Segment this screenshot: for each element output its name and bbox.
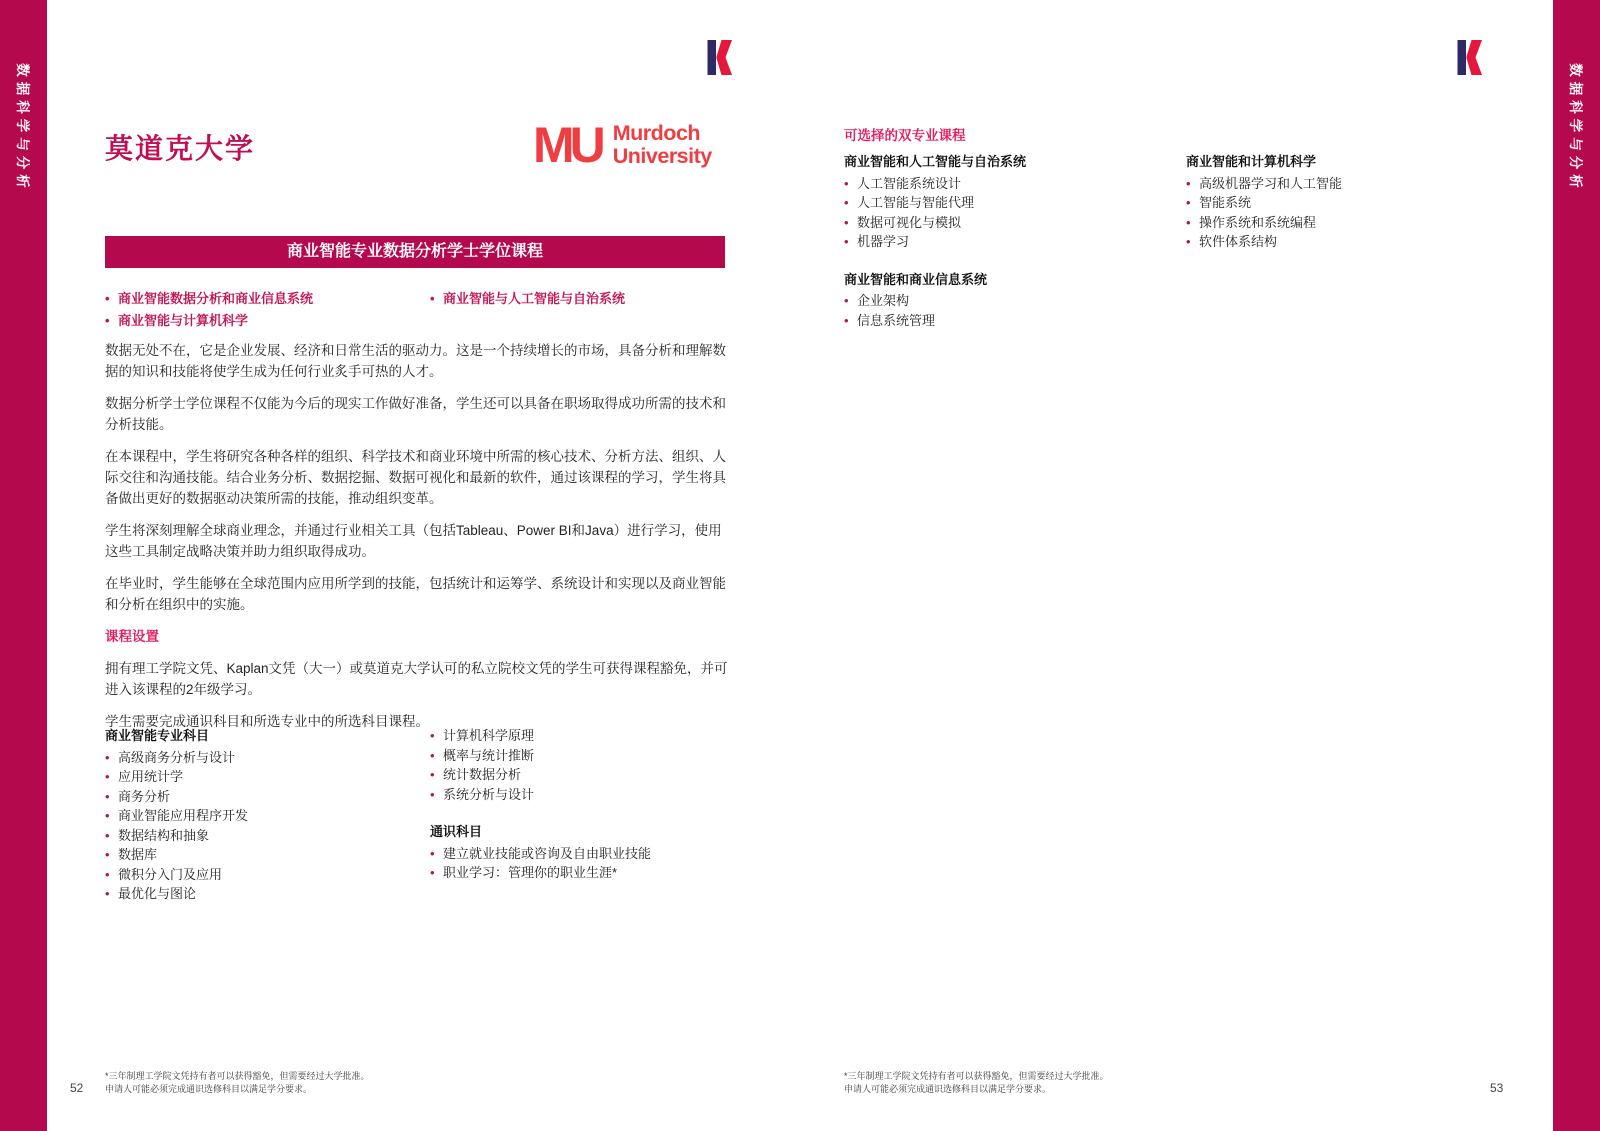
group-title: 商业智能和计算机科学 <box>1186 154 1317 169</box>
group-title: 商业智能和商业信息系统 <box>844 271 988 287</box>
bullet-item: • 人工智能与智能代理 <box>844 193 1174 213</box>
murdoch-university-logo-icon <box>533 117 712 173</box>
bullet-item: • 数据库 <box>105 845 420 865</box>
double-major-heading: 可选择的双专业课程 <box>844 128 966 143</box>
bullet-item: • 商业智能与人工智能与自治系统 <box>430 288 725 310</box>
bullet-item: • 商业智能数据分析和商业信息系统 <box>105 288 430 310</box>
subjects-column-1 <box>105 726 420 904</box>
bullet-item: • 软件体系结构 <box>1186 232 1506 252</box>
murdoch-monogram: MU <box>533 117 601 173</box>
bullet-item: • 人工智能系统设计 <box>844 174 1174 194</box>
murdoch-wordmark-line1: Murdoch <box>612 121 701 145</box>
bullet-item: • 职业学习：管理你的职业生涯* <box>430 863 730 883</box>
bullet-item: • 应用统计学 <box>105 767 420 787</box>
left-sidebar-label: 数据科学与分析 <box>15 63 30 193</box>
page-title: 莫道克大学 <box>105 133 256 164</box>
double-major-column-1 <box>844 152 1174 330</box>
bullet-item: • 系统分析与设计 <box>430 785 730 805</box>
kaplan-logo-icon <box>1456 40 1489 75</box>
bullet-item: • 商业智能与计算机科学 <box>105 310 430 332</box>
program-description <box>105 340 735 743</box>
group-title: 商业智能和人工智能与自治系统 <box>844 154 1027 169</box>
bullet-item: • 企业架构 <box>844 291 1174 311</box>
footnote-right <box>844 1070 1204 1096</box>
majors-list <box>105 288 725 332</box>
footnote-line: 申请人可能必须完成通识选修科目以满足学分要求。 <box>844 1084 1052 1094</box>
footnote-line: 申请人可能必须完成通识选修科目以满足学分要求。 <box>105 1084 313 1094</box>
bullet-item: • 建立就业技能或咨询及自由职业技能 <box>430 844 730 864</box>
footnote-line: *三年制理工学院文凭持有者可以获得豁免，但需要经过大学批准。 <box>844 1071 1109 1081</box>
bullet-item: • 数据结构和抽象 <box>105 826 420 846</box>
spacer <box>430 804 730 822</box>
bullet-item: • 概率与统计推断 <box>430 746 730 766</box>
bullet-item: • 智能系统 <box>1186 193 1506 213</box>
bullet-item: • 计算机科学原理 <box>430 726 730 746</box>
murdoch-wordmark <box>613 122 712 168</box>
subjects-heading: 商业智能专业科目 <box>105 728 210 743</box>
double-major-column-2 <box>1186 152 1506 252</box>
bullet-item: • 信息系统管理 <box>844 311 1174 331</box>
paragraph: 数据分析学士学位课程不仅能为今后的现实工作做好准备，学生还可以具备在职场取得成功所需的技术和分析技能。 <box>105 396 726 432</box>
bullet-item: • 统计数据分析 <box>430 765 730 785</box>
bullet-item: • 商务分析 <box>105 787 420 807</box>
majors-column-2 <box>430 288 725 332</box>
subjects-column-2 <box>430 726 730 883</box>
paragraph: 拥有理工学院文凭、Kaplan文凭（大一）或莫道克大学认可的私立院校文凭的学生可获得课程豁免，并可进入该课程的2年级学习。 <box>105 661 728 697</box>
majors-column-1 <box>105 288 430 332</box>
bullet-item: • 微积分入门及应用 <box>105 865 420 885</box>
footnote-line: *三年制理工学院文凭持有者可以获得豁免，但需要经过大学批准。 <box>105 1071 370 1081</box>
paragraph: 在本课程中，学生将研究各种各样的组织、科学技术和商业环境中所需的核心技术、分析方法、组织、人际交往和沟通技能。结合业务分析、数据挖掘、数据可视化和最新的软件，通过该课程的学习，学生将具备做出更好的数据驱动决策所需的技能，推动组织变革。 <box>105 449 726 506</box>
paragraph: 学生将深刻理解全球商业理念，并通过行业相关工具（包括Tableau、Power BI和Java）进行学习，使用这些工具制定战略决策并助力组织取得成功。 <box>105 523 722 559</box>
paragraph: 学生需要完成通识科目和所选专业中的所选科目课程。 <box>105 714 429 729</box>
right-sidebar-label: 数据科学与分析 <box>1568 63 1583 193</box>
murdoch-wordmark-line2: University <box>612 144 712 168</box>
paragraph: 在毕业时，学生能够在全球范围内应用所学到的技能，包括统计和运筹学、系统设计和实现以及商业智能和分析在组织中的实施。 <box>105 576 726 612</box>
bullet-item: • 数据可视化与模拟 <box>844 213 1174 233</box>
kaplan-logo-icon <box>706 40 739 75</box>
general-subjects-heading: 通识科目 <box>430 824 483 839</box>
spacer <box>844 252 1174 270</box>
page-number-left: 52 <box>70 1081 84 1095</box>
bullet-item: • 商业智能应用程序开发 <box>105 806 420 826</box>
footnote-left <box>105 1070 465 1096</box>
bullet-item: • 操作系统和系统编程 <box>1186 213 1506 233</box>
paragraph: 数据无处不在，它是企业发展、经济和日常生活的驱动力。这是一个持续增长的市场，具备分析和理解数据的知识和技能将使学生成为任何行业炙手可热的人才。 <box>105 343 726 379</box>
page-number-right: 53 <box>1490 1081 1504 1095</box>
bullet-item: • 高级机器学习和人工智能 <box>1186 174 1506 194</box>
bullet-item: • 高级商务分析与设计 <box>105 748 420 768</box>
bullet-item: • 最优化与图论 <box>105 884 420 904</box>
course-setup-heading: 课程设置 <box>105 629 159 644</box>
program-banner: 商业智能专业数据分析学士学位课程 <box>105 236 725 268</box>
bullet-item: • 机器学习 <box>844 232 1174 252</box>
